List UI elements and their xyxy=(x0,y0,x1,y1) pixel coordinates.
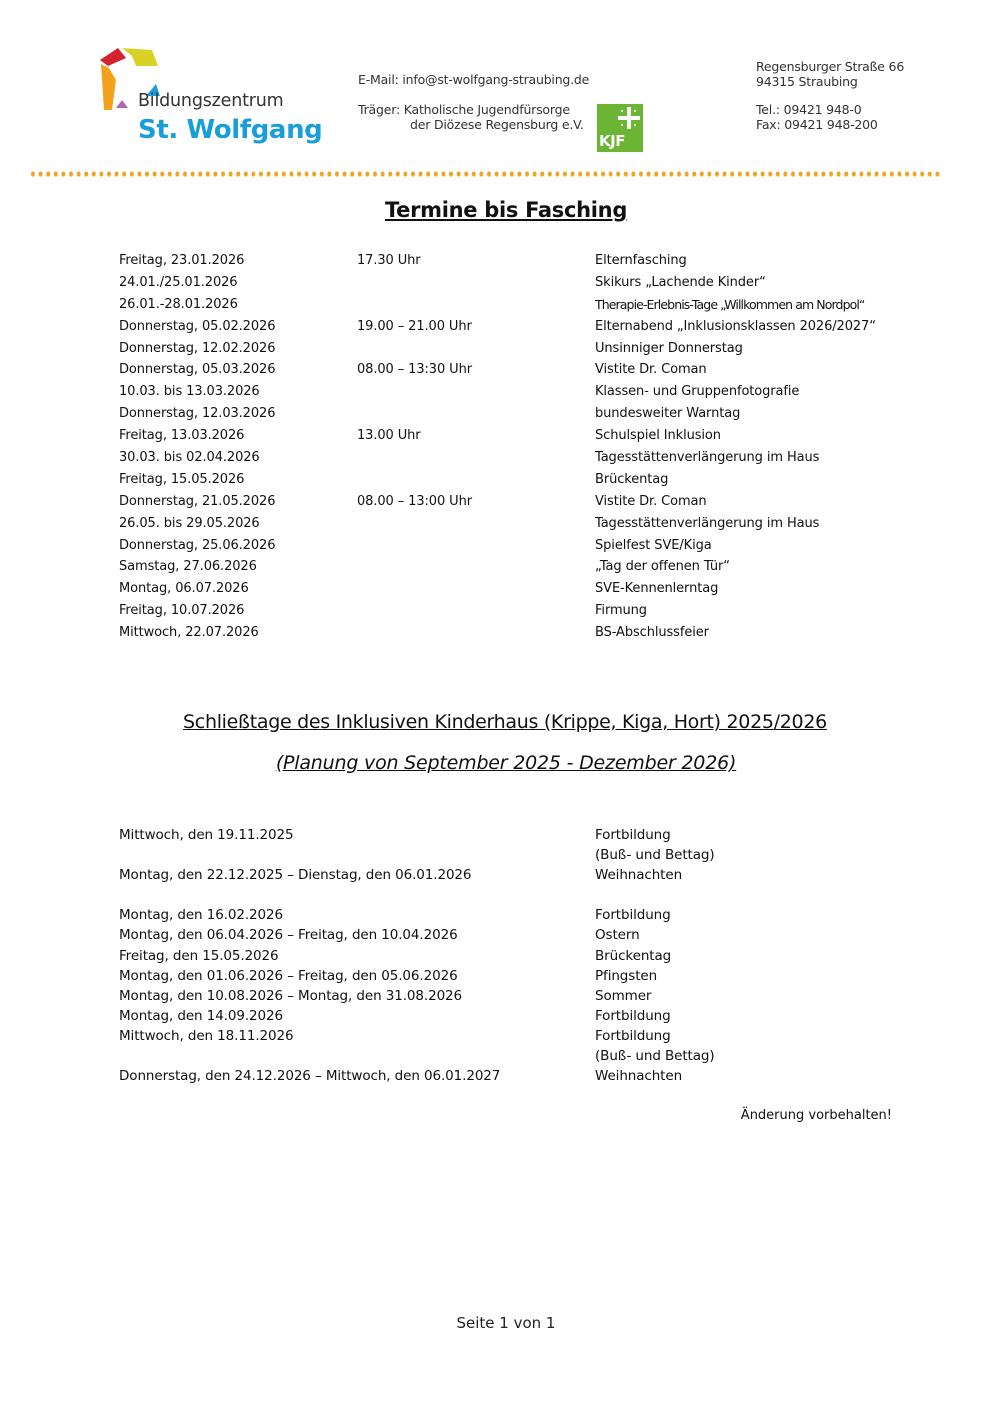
divider-dot xyxy=(631,171,635,176)
event-description: BS-Abschlussfeier xyxy=(595,625,709,641)
divider-dot xyxy=(388,171,392,176)
divider-dot xyxy=(609,171,613,176)
divider-dot xyxy=(221,171,225,176)
event-row xyxy=(119,601,899,623)
closure-row xyxy=(119,966,899,986)
events-table xyxy=(119,251,899,645)
event-description: Therapie-Erlebnis-Tage „Willkommen am Nordpol“ xyxy=(595,296,865,312)
address-city: 94315 Straubing xyxy=(756,74,858,89)
divider-dot xyxy=(350,171,354,176)
divider-dot xyxy=(601,171,605,176)
divider-dot xyxy=(343,171,347,176)
divider-dot xyxy=(783,171,787,176)
divider-dot xyxy=(814,171,818,176)
divider-dot xyxy=(495,171,499,176)
divider-dot xyxy=(160,171,164,176)
divider-dot xyxy=(396,171,400,176)
event-row xyxy=(119,317,899,339)
divider-dot xyxy=(122,171,126,176)
divider-dot xyxy=(289,171,293,176)
closure-reason: Weihnachten xyxy=(595,1068,683,1085)
divider-dot xyxy=(487,171,491,176)
closure-reason: Fortbildung xyxy=(595,827,671,843)
divider-dot xyxy=(799,171,803,176)
logo-purple-shape xyxy=(116,100,128,108)
event-description: Brückentag xyxy=(595,471,669,487)
event-row xyxy=(119,448,899,470)
divider-dot xyxy=(654,171,658,176)
logo-line2: St. Wolfgang xyxy=(138,115,323,145)
event-date: 24.01./25.01.2026 xyxy=(119,274,238,290)
event-description: Schulspiel Inklusion xyxy=(595,428,721,444)
event-description: Elternabend „Inklusionsklassen 2026/2027“ xyxy=(595,318,876,334)
logo-red-shape xyxy=(100,48,126,66)
divider-dot xyxy=(31,171,35,176)
divider-dot xyxy=(84,171,88,176)
event-date: Freitag, 13.03.2026 xyxy=(119,428,245,444)
event-description: Spielfest SVE/Kiga xyxy=(595,537,712,553)
bildungszentrum-logo xyxy=(98,44,323,156)
event-description: Vistite Dr. Coman xyxy=(595,493,707,509)
event-description: Unsinniger Donnerstag xyxy=(595,340,743,356)
divider-dot xyxy=(890,171,894,176)
divider-dot xyxy=(426,171,430,176)
event-date: Donnerstag, 12.03.2026 xyxy=(119,406,276,422)
event-row xyxy=(119,273,899,295)
event-row xyxy=(119,536,899,558)
event-row xyxy=(119,295,899,317)
event-description: SVE-Kennenlerntag xyxy=(595,581,719,597)
email-address[interactable]: E-Mail: info@st-wolfgang-straubing.de xyxy=(358,72,590,87)
closure-row xyxy=(119,825,899,845)
divider-dot xyxy=(358,171,362,176)
divider-dot xyxy=(449,171,453,176)
divider-dot xyxy=(183,171,187,176)
event-time: 13.00 Uhr xyxy=(357,428,421,444)
divider-dot xyxy=(677,171,681,176)
closure-reason: Brückentag xyxy=(595,947,672,964)
fax: Fax: 09421 948-200 xyxy=(756,117,878,132)
event-description: bundesweiter Warntag xyxy=(595,406,741,422)
divider-dot xyxy=(99,171,103,176)
divider-dot xyxy=(198,171,202,176)
divider-dot xyxy=(115,171,119,176)
event-date: Freitag, 10.07.2026 xyxy=(119,603,245,619)
divider-dot xyxy=(897,171,901,176)
event-date: Donnerstag, 05.03.2026 xyxy=(119,362,276,378)
divider-dot xyxy=(685,171,689,176)
divider-dot xyxy=(457,171,461,176)
event-date: Donnerstag, 25.06.2026 xyxy=(119,537,276,553)
event-date: Mittwoch, 22.07.2026 xyxy=(119,625,259,641)
event-description: Vistite Dr. Coman xyxy=(595,362,707,378)
divider-dot xyxy=(236,171,240,176)
kjf-logo xyxy=(597,104,643,152)
divider-dot xyxy=(928,171,932,176)
divider-dot xyxy=(829,171,833,176)
event-row xyxy=(119,382,899,404)
closure-row xyxy=(119,845,899,865)
divider-dot xyxy=(662,171,666,176)
event-description: Tagesstättenverlängerung im Haus xyxy=(595,515,820,531)
event-description: Skikurs „Lachende Kinder“ xyxy=(595,274,766,290)
closures-title: Schließtage des Inklusiven Kinderhaus (Krippe, Kiga, Hort) 2025/2026 xyxy=(183,711,827,733)
event-description: Firmung xyxy=(595,603,647,619)
event-description: Tagesstättenverlängerung im Haus xyxy=(595,450,820,466)
divider-dot xyxy=(723,171,727,176)
divider-dot xyxy=(700,171,704,176)
divider-dot xyxy=(913,171,917,176)
closure-row xyxy=(119,925,899,945)
divider-dot xyxy=(472,171,476,176)
divider-dot xyxy=(191,171,195,176)
divider-dot xyxy=(707,171,711,176)
postal-address xyxy=(756,59,904,89)
closures-table xyxy=(119,825,899,1086)
divider-dot xyxy=(229,171,233,176)
divider-dot xyxy=(39,171,43,176)
event-date: 26.05. bis 29.05.2026 xyxy=(119,515,260,531)
closure-row xyxy=(119,905,899,925)
divider-dot xyxy=(639,171,643,176)
closure-date: Montag, den 22.12.2025 – Dienstag, den 06.01.2026 xyxy=(119,867,472,884)
closure-row xyxy=(119,1066,899,1086)
event-row xyxy=(119,404,899,426)
divider-dot xyxy=(761,171,765,176)
event-time: 08.00 – 13:00 Uhr xyxy=(357,493,472,509)
closure-reason: Weihnachten xyxy=(595,867,683,884)
event-description: Elternfasching xyxy=(595,253,687,268)
divider-dot xyxy=(867,171,871,176)
divider-dot xyxy=(738,171,742,176)
closure-date: Mittwoch, den 19.11.2025 xyxy=(119,827,294,843)
divider-dot xyxy=(69,171,73,176)
closure-date: Montag, den 16.02.2026 xyxy=(119,907,283,924)
divider-dot xyxy=(153,171,157,176)
divider-dot xyxy=(806,171,810,176)
divider-dot xyxy=(548,171,552,176)
dotted-divider xyxy=(30,170,942,178)
event-row xyxy=(119,514,899,536)
divider-dot xyxy=(692,171,696,176)
divider-dot xyxy=(571,171,575,176)
closure-reason: Fortbildung xyxy=(595,907,671,924)
divider-dot xyxy=(852,171,856,176)
divider-dot xyxy=(145,171,149,176)
divider-dot xyxy=(479,171,483,176)
event-date: Donnerstag, 12.02.2026 xyxy=(119,340,276,356)
logo-orange-shape xyxy=(101,64,116,110)
divider-dot xyxy=(297,171,301,176)
divider-dot xyxy=(46,171,50,176)
divider-dot xyxy=(213,171,217,176)
disclaimer-note: Änderung vorbehalten! xyxy=(740,1108,892,1123)
divider-dot xyxy=(381,171,385,176)
divider-dot xyxy=(464,171,468,176)
divider-dot xyxy=(510,171,514,176)
event-row xyxy=(119,360,899,382)
divider-dot xyxy=(563,171,567,176)
divider-dot xyxy=(305,171,309,176)
divider-dot xyxy=(578,171,582,176)
divider-dot xyxy=(365,171,369,176)
divider-dot xyxy=(441,171,445,176)
divider-dot xyxy=(54,171,58,176)
closure-reason: Ostern xyxy=(595,927,640,944)
event-row xyxy=(119,470,899,492)
event-time: 19.00 – 21.00 Uhr xyxy=(357,318,472,334)
telephone: Tel.: 09421 948-0 xyxy=(756,102,862,117)
divider-dot xyxy=(555,171,559,176)
event-row xyxy=(119,623,899,645)
divider-dot xyxy=(715,171,719,176)
closure-reason: Fortbildung xyxy=(595,1027,671,1044)
divider-dot xyxy=(859,171,863,176)
divider-dot xyxy=(419,171,423,176)
event-description: „Tag der offenen Tür“ xyxy=(595,559,730,575)
closure-row xyxy=(119,1026,899,1046)
closure-reason: (Buß- und Bettag) xyxy=(595,847,715,864)
event-row xyxy=(119,557,899,579)
event-date: 10.03. bis 13.03.2026 xyxy=(119,384,260,400)
divider-dot xyxy=(525,171,529,176)
closure-reason: Fortbildung xyxy=(595,1007,671,1024)
event-row xyxy=(119,426,899,448)
divider-dot xyxy=(882,171,886,176)
event-row xyxy=(119,579,899,601)
divider-dot xyxy=(77,171,81,176)
closure-reason: Pfingsten xyxy=(595,967,658,984)
event-date: Montag, 06.07.2026 xyxy=(119,581,249,597)
divider-dot xyxy=(259,171,263,176)
closure-date: Montag, den 01.06.2026 – Freitag, den 05.06.2026 xyxy=(119,967,458,984)
divider-dot xyxy=(175,171,179,176)
event-row xyxy=(119,251,899,273)
divider-dot xyxy=(647,171,651,176)
closure-row xyxy=(119,946,899,966)
divider-dot xyxy=(586,171,590,176)
divider-dot xyxy=(905,171,909,176)
divider-dot xyxy=(844,171,848,176)
divider-dot xyxy=(776,171,780,176)
divider-dot xyxy=(411,171,415,176)
divider-dot xyxy=(335,171,339,176)
address-street: Regensburger Straße 66 xyxy=(756,59,905,74)
divider-dot xyxy=(206,171,210,176)
event-time: 08.00 – 13:30 Uhr xyxy=(357,362,472,378)
closure-date: Freitag, den 15.05.2026 xyxy=(119,947,279,964)
event-date: Donnerstag, 21.05.2026 xyxy=(119,493,276,509)
divider-dot xyxy=(935,171,939,176)
divider-dot xyxy=(137,171,141,176)
divider-dot xyxy=(267,171,271,176)
divider-dot xyxy=(327,171,331,176)
divider-dot xyxy=(244,171,248,176)
event-date: Freitag, 23.01.2026 xyxy=(119,253,245,268)
events-title: Termine bis Fasching xyxy=(384,198,628,222)
event-time: 17.30 Uhr xyxy=(357,253,421,268)
divider-dot xyxy=(669,171,673,176)
event-date: Samstag, 27.06.2026 xyxy=(119,559,257,575)
divider-dot xyxy=(502,171,506,176)
divider-dot xyxy=(434,171,438,176)
divider-dot xyxy=(168,171,172,176)
divider-dot xyxy=(624,171,628,176)
closure-row xyxy=(119,885,899,905)
logo-line1: Bildungszentrum xyxy=(138,91,284,111)
closure-reason: (Buß- und Bettag) xyxy=(595,1048,715,1065)
traeger-line1: Träger: Katholische Jugendfürsorge xyxy=(358,102,570,117)
traeger-info xyxy=(358,102,584,132)
event-row xyxy=(119,339,899,361)
event-date: 30.03. bis 02.04.2026 xyxy=(119,450,260,466)
closure-row xyxy=(119,986,899,1006)
divider-dot xyxy=(875,171,879,176)
divider-dot xyxy=(768,171,772,176)
closure-date: Montag, den 10.08.2026 – Montag, den 31.08.2026 xyxy=(119,987,463,1004)
event-date: 26.01.-28.01.2026 xyxy=(119,296,238,312)
divider-dot xyxy=(373,171,377,176)
event-date: Freitag, 15.05.2026 xyxy=(119,471,245,487)
divider-dot xyxy=(320,171,324,176)
divider-dot xyxy=(791,171,795,176)
divider-dot xyxy=(107,171,111,176)
divider-dot xyxy=(61,171,65,176)
divider-dot xyxy=(403,171,407,176)
event-description: Klassen- und Gruppenfotografie xyxy=(595,384,800,400)
phone-fax xyxy=(756,102,878,132)
divider-dot xyxy=(745,171,749,176)
divider-dot xyxy=(130,171,134,176)
closure-row xyxy=(119,865,899,885)
page-number: Seite 1 von 1 xyxy=(456,1314,556,1332)
closures-subtitle: (Planung von September 2025 - Dezember 2026) xyxy=(275,752,737,774)
divider-dot xyxy=(274,171,278,176)
divider-dot xyxy=(821,171,825,176)
closure-date: Donnerstag, den 24.12.2026 – Mittwoch, den 06.01.2027 xyxy=(119,1068,501,1085)
divider-dot xyxy=(920,171,924,176)
divider-dot xyxy=(282,171,286,176)
divider-dot xyxy=(753,171,757,176)
divider-dot xyxy=(730,171,734,176)
divider-dot xyxy=(251,171,255,176)
logo-yellow-shape xyxy=(122,48,158,66)
divider-dot xyxy=(616,171,620,176)
divider-dot xyxy=(517,171,521,176)
closure-reason: Sommer xyxy=(595,987,652,1004)
closure-date: Montag, den 06.04.2026 – Freitag, den 10.04.2026 xyxy=(119,927,458,944)
closure-date: Montag, den 14.09.2026 xyxy=(119,1007,283,1024)
divider-dot xyxy=(312,171,316,176)
event-row xyxy=(119,492,899,514)
event-date: Donnerstag, 05.02.2026 xyxy=(119,318,276,334)
traeger-line2: der Diözese Regensburg e.V. xyxy=(410,117,584,132)
closure-date: Mittwoch, den 18.11.2026 xyxy=(119,1027,294,1044)
closure-row xyxy=(119,1006,899,1026)
divider-dot xyxy=(837,171,841,176)
divider-dot xyxy=(593,171,597,176)
kjf-text: KJF xyxy=(599,132,625,150)
divider-dot xyxy=(540,171,544,176)
closure-row xyxy=(119,1046,899,1066)
divider-dot xyxy=(533,171,537,176)
divider-dot xyxy=(92,171,96,176)
